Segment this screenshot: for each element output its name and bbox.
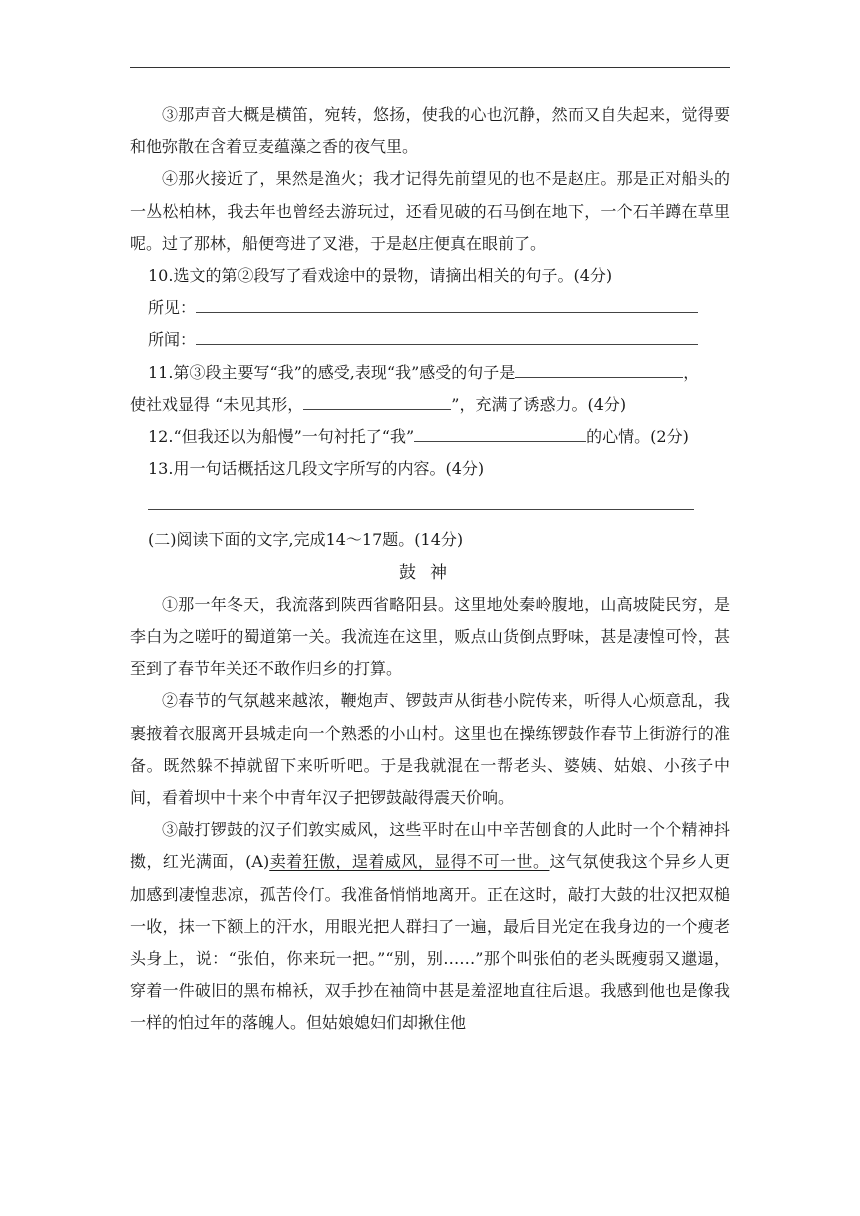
question-10: 10.选文的第②段写了看戏途中的景物，请摘出相关的句子。(4分) [148, 266, 613, 286]
p3-before: ③敲打锣鼓的汉子们敦实威风，这些平时在山中辛苦刨食的人此时一个个精神抖擞，红光满面，(A) [130, 820, 730, 872]
document-body [130, 99, 730, 1040]
q11-text-4: ”，充满了诱惑力。(4分) [451, 394, 627, 414]
q13-answer-blank[interactable] [148, 499, 694, 510]
header-rule [130, 67, 730, 68]
paragraph-3: ③那声音大概是横笛，宛转，悠扬，使我的心也沉静，然而又自失起来，觉得要和他弥散在含着豆麦蕴藻之香的夜气里。 [130, 105, 730, 157]
p3-underlined-sentence: 卖着狂傲，逞着威风，显得不可一世。 [269, 852, 550, 872]
q12-blank[interactable] [414, 423, 586, 442]
paragraph-4: ④那火接近了，果然是渔火；我才记得先前望见的也不是赵庄。那是正对船头的一丛松柏林，我去年也曾经去游玩过，还看见破的石马倒在地下，一个石羊蹲在草里呢。过了那林，船便弯进了叉港，于是赵庄便真在眼前了。 [130, 169, 730, 253]
section-2-heading: (二)阅读下面的文字,完成14～17题。(14分) [148, 530, 464, 550]
story-paragraph-3 [130, 814, 730, 1039]
story-title: 鼓神 [399, 562, 461, 583]
question-13: 13.用一句话概括这几段文字所写的内容。(4分) [148, 459, 485, 479]
question-11 [130, 357, 730, 389]
q12-text-2: 的心情。(2分) [586, 427, 689, 447]
question-12 [130, 421, 730, 453]
answer-heard-row [130, 324, 730, 356]
q12-text-1: 12.“但我还以为船慢”一句衬托了“我” [148, 427, 415, 447]
question-11-cont [130, 389, 730, 421]
q11-text-3: 使社戏显得 “未见其形， [130, 394, 304, 414]
q11-blank-1[interactable] [515, 359, 683, 378]
story-paragraph-2: ②春节的气氛越来越浓，鞭炮声、锣鼓声从街巷小院传来，听得人心烦意乱，我裹掖着衣服离开县城走向一个熟悉的小山村。这里也在操练锣鼓作春节上街游行的准备。既然躲不掉就留下来听听吧。于是我就混在一帮老头、婆姨、姑娘、小孩子中间，看着坝中十来个中青年汉子把锣鼓敲得震天价响。 [130, 691, 730, 808]
q11-text-1: 11.第③段主要写“我”的感受,表现“我”感受的句子是 [148, 362, 516, 382]
answer-seen-row [130, 292, 730, 324]
heard-label: 所闻： [148, 330, 197, 350]
seen-label: 所见： [148, 298, 197, 318]
seen-answer-blank[interactable] [196, 294, 698, 313]
q11-blank-2[interactable] [303, 391, 451, 410]
heard-answer-blank[interactable] [196, 326, 698, 345]
story-paragraph-1: ①那一年冬天，我流落到陕西省略阳县。这里地处秦岭腹地，山高坡陡民穷，是李白为之嗟吁的蜀道第一关。我流连在这里，贩点山货倒点野味，甚是凄惶可怜，甚至到了春节年关还不敢作归乡的打算。 [130, 594, 730, 679]
p3-after: 这气氛使我这个异乡人更加感到凄惶悲凉，孤苦伶仃。我准备悄悄地离开。正在这时，敲打大鼓的壮汉把双槌一收，抹一下额上的汗水，用眼光把人群扫了一遍，最后目光定在我身边的一个瘦老头身上，说：“张伯，你来玩一把。”“别，别……”那个叫张伯的老头既瘦弱又邋遢，穿着一件破旧的黑布棉袄，双手抄在袖筒中甚是羞涩地直往后退。我感到他也是像我一样的怕过年的落魄人。但姑娘媳妇们却揪住他 [130, 852, 730, 1033]
q11-text-2: ， [683, 362, 700, 382]
